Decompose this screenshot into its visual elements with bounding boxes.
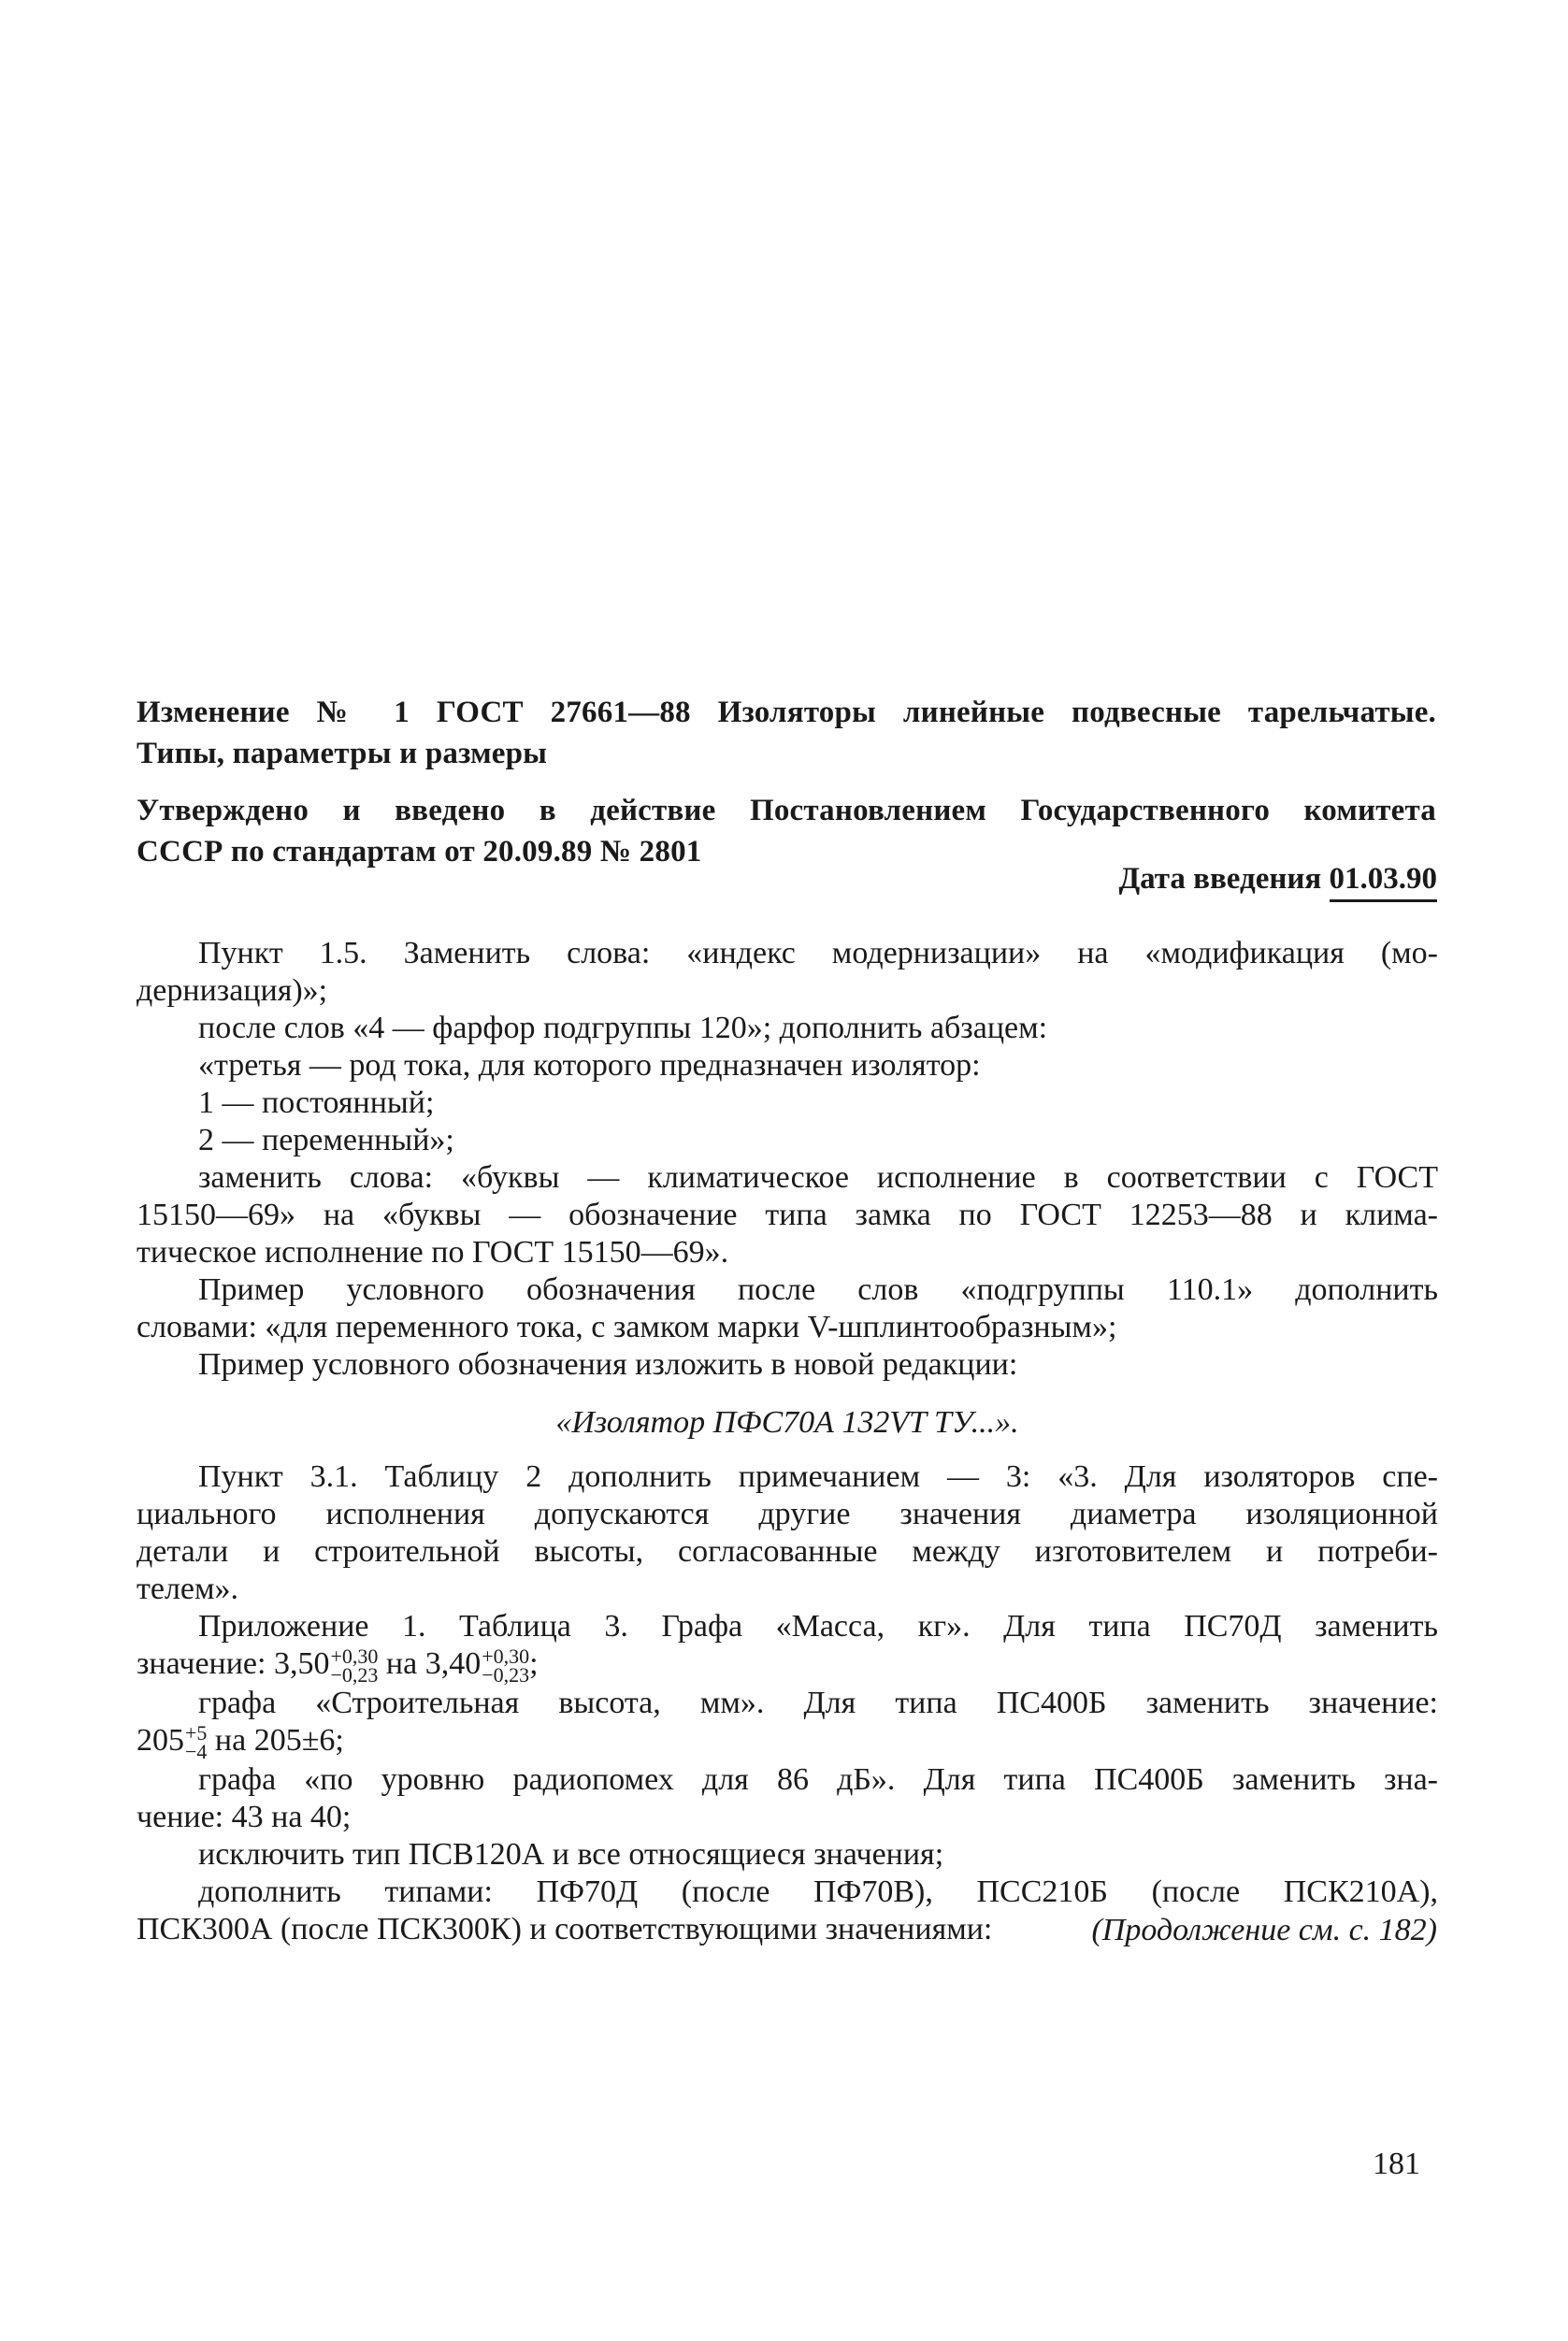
text-line: после слов «4 — фарфор подгруппы 120»; дополнить абзацем: [198, 1011, 1048, 1045]
text-line: дернизация)»; [137, 973, 328, 1008]
text-line: телем». [137, 1572, 239, 1606]
text-line: ПСК300А (после ПСК300К) и соответствующими значениями: [137, 1912, 993, 1947]
text-line: Пример условного обозначения после слов «подгруппы 110.1» дополнить [198, 1272, 1438, 1307]
value-text: на 3,40 [378, 1646, 482, 1681]
text-line: графа «Строительная высота, мм». Для типа ПС400Б заменить значение: [198, 1686, 1438, 1721]
tolerance [330, 1644, 379, 1688]
date-value: 01.03.90 [1330, 858, 1438, 902]
text-line: тическое исполнение по ГОСТ 15150—69». [137, 1235, 729, 1270]
text-line: Пункт 3.1. Таблицу 2 дополнить примечанием — 3: «3. Для изоляторов спе- [198, 1459, 1438, 1494]
text-line: «третья — род тока, для которого предназначен изолятор: [198, 1048, 981, 1083]
designation-example: «Изолятор ПФС70А 132VT ТУ...». [555, 1405, 1019, 1440]
text-line: циального исполнения допускаются другие значения диаметра изоляционной [137, 1497, 1438, 1531]
text-line: 2 — переменный»; [198, 1123, 454, 1157]
text-line: графа «по уровню радиопомех для 86 дБ». Для типа ПС400Б заменить зна- [198, 1762, 1438, 1798]
tolerance-upper: +0,30 [482, 1644, 530, 1669]
text-line: исключить тип ПСВ120А и все относящиеся значения; [198, 1837, 944, 1873]
text-line: чение: 43 на 40; [137, 1800, 352, 1835]
value-text: значение: 3,50 [137, 1646, 330, 1681]
text-line: словами: «для переменного тока, с замком марки V-шплинтообразным»; [137, 1310, 1117, 1344]
height-value-line [137, 1721, 1438, 1764]
value-text: 205 [137, 1723, 184, 1759]
amendment-body [137, 935, 1438, 1948]
approval-line: СССР по стандартам от 20.09.89 № 2801 [137, 835, 702, 869]
text-line: заменить слова: «буквы — климатическое исполнение в соответствии с ГОСТ [198, 1160, 1438, 1195]
tolerance-upper: +5 [185, 1721, 208, 1745]
text-line: детали и строительной высоты, согласованные между изготовителем и потреби- [137, 1534, 1438, 1569]
page-number: 181 [1373, 2147, 1420, 2181]
effective-date [1118, 858, 1437, 902]
continued-note: (Продолжение см. с. 182) [1091, 1913, 1437, 1947]
tolerance [482, 1644, 530, 1688]
approval-line: Утверждено и введено в действие Постановлением Государственного комитета [137, 794, 1436, 827]
tolerance-lower: −0,23 [330, 1663, 379, 1688]
text-line: Приложение 1. Таблица 3. Графа «Масса, кг». Для типа ПС70Д заменить [198, 1609, 1438, 1644]
value-text: ; [529, 1646, 539, 1681]
text-line: дополнить типами: ПФ70Д (после ПФ70В), ПСС210Б (после ПСК210А), [198, 1874, 1438, 1910]
text-line: 15150—69» на «буквы — обозначение типа замка по ГОСТ 12253—88 и клима- [137, 1198, 1438, 1232]
amendment-title [137, 692, 1436, 774]
title-line: Изменение № 1 ГОСТ 27661—88 Изоляторы линейные подвесные тарельчатые. [137, 696, 1436, 729]
mass-value-line [137, 1644, 1438, 1688]
tolerance-lower: −4 [185, 1740, 208, 1764]
date-label: Дата введения [1118, 862, 1322, 896]
tolerance-upper: +0,30 [330, 1644, 379, 1669]
text-line: Пример условного обозначения изложить в новой редакции: [198, 1347, 1018, 1382]
title-line: Типы, параметры и размеры [137, 737, 548, 770]
value-text: на 205±6; [207, 1723, 344, 1759]
text-line: Пункт 1.5. Заменить слова: «индекс модернизации» на «модификация (мо- [198, 936, 1438, 970]
tolerance [185, 1721, 208, 1764]
text-line: 1 — постоянный; [198, 1085, 435, 1120]
tolerance-lower: −0,23 [482, 1663, 530, 1688]
